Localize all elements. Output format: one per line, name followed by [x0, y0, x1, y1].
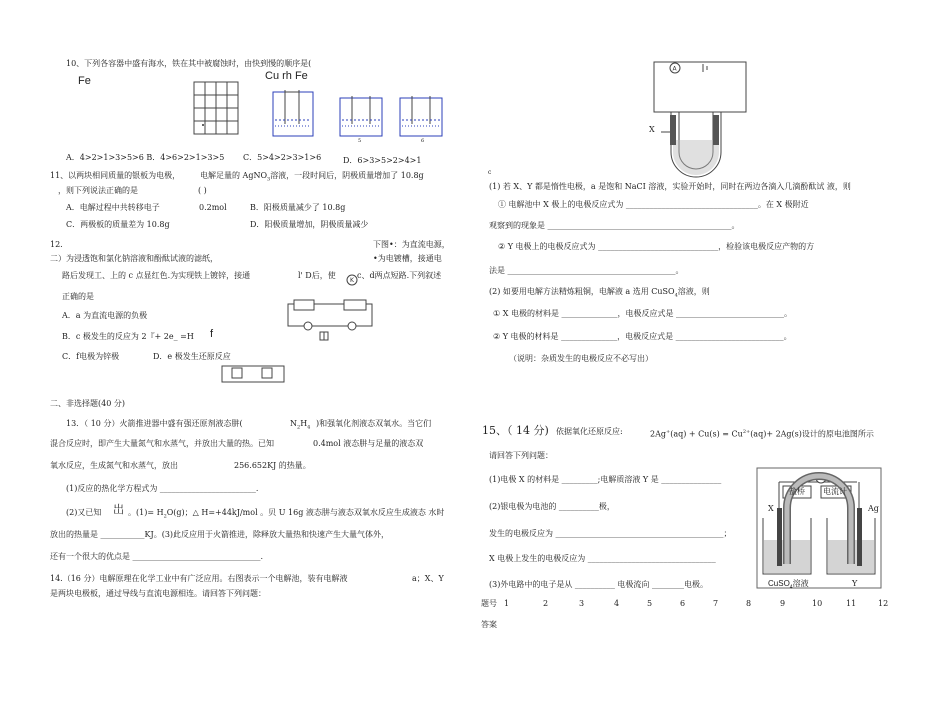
q15-line5: 发生的电极反应为 __________________________________________；: [489, 529, 732, 538]
answer-number: 7: [713, 599, 719, 608]
q13-line2: 混合反应时，即产生大量氮气和水蒸气，并放出大量的热。已知: [50, 439, 274, 448]
q11-option-d: D．阳极质量增加，阴极质量减少: [250, 220, 369, 229]
q12-line2b: l' D后，使: [298, 271, 336, 280]
q12-circuit-figure: [288, 298, 378, 348]
q14-p1d: ② Y 电极上的电极反应式为 ______________________________，检验该电极反应产物的方: [498, 242, 815, 251]
q15-equation: $2Ag^+(aq) + Cu(s) = Cu^{2+}(aq)+ 2Ag(s)$设计的原电池图所示: [650, 429, 874, 439]
q14-p2a: (2) 如要用电解方法精炼粗铜，电解液 a 选用 CuSO$_4$溶液，则: [489, 287, 710, 299]
q10-beaker-1: [273, 90, 333, 140]
q15-line6: X 电极上发生的电极反应为 ________________________________: [489, 554, 716, 563]
q11-line1b: 电解足量的 AgNO$_3$溶液，一段时间后，阴极质量增加了 10.8g: [200, 171, 424, 183]
q12-option-a: A．a 为直流电源的负极: [62, 311, 148, 320]
q15-galvanic-cell-figure: [757, 468, 887, 593]
q13-line1b: $N_2H_4$: [290, 419, 311, 431]
q12-line1: 二）为浸透饱和氯化钠溶液和酚酞试液的滤纸，: [50, 254, 218, 263]
q11-option-a-value: 0.2mol: [199, 203, 227, 212]
ammeter-label: A: [672, 65, 677, 73]
q12-option-c: C．f电极为锌极: [62, 352, 120, 361]
q13-line1a: 13．（ 10 分）火箭推进器中盛有强还原剂液态肼(: [66, 419, 243, 428]
q15-stem-a: 依据氧化还原反应:: [556, 427, 623, 436]
q14-x-label: X: [649, 125, 655, 134]
q15-number: 15、（ 14 分): [482, 424, 549, 437]
electrode-x-label: X: [768, 504, 774, 513]
answer-number: 6: [680, 599, 686, 608]
q14-p2d: （说明：杂质发生的电极反应不必写出）: [509, 354, 653, 363]
q12-option-d: D．e 极发生还原反应: [153, 352, 231, 361]
q11-option-b: B．阳极质量减少了 10.8g: [250, 203, 346, 212]
q10-option-d: D．6>3>5>2>4>1: [343, 156, 422, 165]
electrode-ag-label: Ag: [868, 504, 879, 513]
q14-electrolysis-figure: [651, 60, 761, 170]
q12-line2a: 路后发现工、上的 c 点显红色.为实现铁上镀锌，接通: [62, 271, 251, 280]
q14-p2c: ② Y 电极的材料是 ______________，电极反应式是 ___________________________。: [493, 332, 792, 341]
q13-line3a: 氧水反应，生成氮气和水蒸气，放出: [50, 461, 178, 470]
q12-plating-tank-figure: [222, 366, 292, 386]
cuso4-label: CuSO$_4$溶液: [768, 579, 809, 591]
q14-p1c: 观察到的现象是 ______________________________________________。: [489, 221, 740, 230]
q10-option-ab: A．4>2>1>3>5>6 B．4>6>2>1>3>5: [66, 153, 225, 162]
answer-number: 4: [614, 599, 620, 608]
q12-right1: 下图•：为直流电源，: [373, 240, 450, 249]
q11-line2: ，则下列说法正确的是: [58, 186, 138, 195]
q12-number: 12.: [50, 240, 63, 249]
q14-line2: 是两块电极板，通过导线与直流电源相连。请回答下列问题：: [50, 589, 266, 598]
q13-line7: 还有一个很大的优点是 ________________________________.: [50, 552, 264, 561]
answer-number: 5: [647, 599, 653, 608]
q10-stem: 10、下列各容器中盛有海水，铁在其中被腐蚀时，由快到慢的顺序是(: [66, 59, 312, 68]
q12-option-b: B．c 极发生的反应为 2『+ 2e_ =H: [62, 332, 194, 341]
q13-line3b: 256.652KJ 的热量。: [234, 461, 311, 470]
q13-line4: (1)反应的热化学方程式为 ________________________.: [66, 484, 259, 493]
answer-number: 1: [504, 599, 510, 608]
answer-number: 3: [579, 599, 585, 608]
q14-p1a: (1) 若 X、Y 都是惰性电极，a 是饱和 NaCI 溶液，实验开始时，同时在两边各滴入几滴酚酞试 液，则: [489, 182, 851, 191]
q12-right2: •为电镀槽，接通电: [373, 254, 442, 263]
q15-line7: (3)外电路中的电子是从 __________ 电极流向 ________电极。: [489, 580, 708, 589]
solution-y-label: Y: [852, 579, 858, 588]
answer-number: 11: [846, 599, 857, 608]
q13-line2b: 0.4mol 液态肼与足量的液态双: [313, 439, 424, 448]
q10-grid-figure: [194, 82, 254, 142]
q11-option-a: A．电解过程中共转移电子: [66, 203, 160, 212]
q14-p2b: ① X 电极的材料是 ______________，电极反应式是 ___________________________。: [493, 309, 793, 318]
q14-line1b: a；X、Y: [412, 574, 444, 583]
q12-power-source-figure: [340, 268, 370, 298]
answer-table-header: 题号: [481, 599, 497, 608]
q13-line1d: )和强氧化剂液态双氧水。当它们: [316, 419, 432, 428]
q12-line2c: c、d两点短路.下列叙述: [357, 271, 442, 280]
q11-answer-paren: ( ): [198, 186, 207, 195]
q14-figure-mark: c: [488, 169, 492, 176]
section-heading: 二、非选择题(40 分): [50, 399, 125, 408]
q11-option-c: C．两极板的质量差为 10.8g: [66, 220, 170, 229]
answer-number: 8: [746, 599, 752, 608]
answer-number: 2: [543, 599, 549, 608]
answer-row-label: 答案: [481, 620, 497, 629]
q13-line5c: 。$(1)= H_2O(g)$；△ H=+44kJ/mol 。贝 U 16g 液态肼与液态双氧水反应生成液态 水时: [128, 508, 445, 520]
q10-fe-label: Fe: [78, 75, 91, 87]
q14-p1e: 法是 __________________________________________。: [489, 266, 684, 275]
q12-option-b-f: f: [210, 328, 214, 340]
answer-number: 12: [878, 599, 889, 608]
ammeter-label-15: 电流计: [823, 487, 847, 496]
q11-line1a: 11、以两块相同质量的银板为电极，: [50, 171, 181, 180]
svg-text:K: K: [350, 277, 354, 284]
q10-option-c: C．5>4>2>3>1>6: [243, 153, 322, 162]
q13-line5b: 岀: [113, 504, 124, 516]
q14-p1b: ① 电解池中 X 极上的电极反应式为 _________________________________。在 X 极附近: [498, 200, 809, 209]
q10-beaker-3: [400, 96, 460, 146]
q15-line4: (2)银电极为电池的 __________极，: [489, 502, 615, 511]
q10-beaker-2: [340, 96, 400, 146]
q14-line1: 14.（16 分）电解原理在化学工业中有广泛应用。右图表示一个电解池，装有电解液: [50, 574, 348, 583]
q10-vessel-5-label: 5: [358, 138, 362, 144]
q15-line2: 请回答下列问题：: [489, 451, 553, 460]
q12-line3: 正确的是: [62, 292, 94, 301]
salt-bridge-label: 盐桥: [789, 487, 805, 496]
answer-number: 10: [812, 599, 823, 608]
q10-vessel-6-label: 6: [421, 138, 425, 144]
q13-line6: 放出的热量是 ___________KJ。(3)此反应用于火箭推进，除释放大量热和快速产生大量气体外，: [50, 530, 390, 539]
answer-number: 9: [780, 599, 786, 608]
q13-line5a: (2)又已知: [66, 508, 102, 517]
q15-line3: (1)电极 X 的材料是 _________;电解质溶液 Y 是 _______________: [489, 475, 722, 484]
q10-electrode-labels: Cu rh Fe: [265, 70, 308, 82]
